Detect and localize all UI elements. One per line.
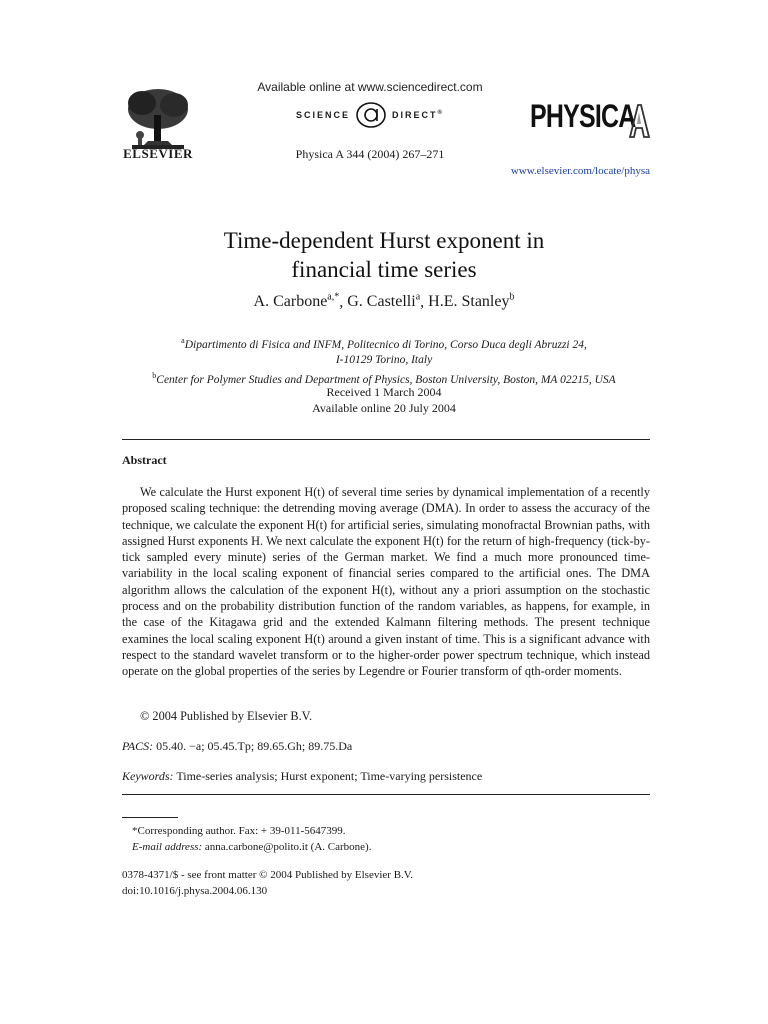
sciencedirect-logo (255, 100, 485, 130)
abstract-body: We calculate the Hurst exponent H(t) of several time series by dynamical implementation of a recently proposed scaling technique: the detrending moving average (DMA). In order to assess the accuracy of the technique, we calculate the exponent H(t) for artificial series, simulating monofractal Brownian paths, with assigned Hurst exponents H. We next calculate the exponent H(t) for the return of high-frequency (tick-by-tick sampled every minute) series of the German market. We find a much more pronounced time-variability in the local scaling exponent of financial series compared to the artificial ones. The DMA algorithm allows the calculation of the exponent H(t), without any a priori assumption on the stochastic process and on the probability distribution function of the random variables, as happens, for example, in the case of the Kitagawa grid and the extended Kalmann filtering methods. The present technique examines the local scaling exponent H(t) around a given instant of time. This is a significant advance with respect to the standard wavelet transform or to the higher-order power spectrum technique, which instead operate on the global properties of the series by Legendre or Fourier transform of qth-order moments. (122, 485, 650, 679)
author-3[interactable]: H.E. Stanley$^b$ (428, 292, 515, 311)
issn-line: 0378-4371/$ - see front matter © 2004 Published by Elsevier B.V. (122, 869, 414, 881)
publisher-name: ELSEVIER (123, 146, 193, 161)
affiliation-b: $^b$Center for Polymer Studies and Department of Physics, Boston University, Boston, MA 02215, USA (152, 370, 616, 386)
corresponding-author-footnote (122, 823, 371, 855)
keywords: Keywords: Time-series analysis; Hurst exponent; Time-varying persistence (122, 769, 483, 783)
available-online-text[interactable]: Available online at www.sciencedirect.com (257, 80, 483, 94)
email-line: E-mail address: anna.carbone@polito.it (A. Carbone). (132, 841, 372, 853)
author-1[interactable]: A. Carbone$^{a,*}$ (253, 292, 340, 311)
abstract-heading: Abstract (122, 453, 167, 467)
pacs-codes: PACS: 05.40. −a; 05.45.Tp; 89.65.Gh; 89.75.Da (122, 739, 353, 753)
front-matter (122, 867, 413, 899)
corresponding-author: *Corresponding author. Fax: + 39-011-5647399. (132, 825, 346, 837)
received-date: Received 1 March 2004 (326, 385, 442, 399)
article-title: Time-dependent Hurst exponent in financial time series (223, 228, 545, 282)
available-date: Available online 20 July 2004 (312, 401, 456, 415)
email-link[interactable]: anna.carbone@polito.it (A. Carbone). (204, 841, 372, 853)
physica-a-letter-icon (628, 104, 650, 138)
bottom-rule (122, 794, 650, 795)
affiliation-a-line2: I-10129 Torino, Italy (335, 353, 433, 366)
journal-url-link[interactable]: www.elsevier.com/locate/physa (510, 165, 650, 177)
article-dates (100, 384, 668, 416)
affiliations (100, 333, 668, 388)
author-list: A. Carbone$^{a,*}$, G. Castelli$^a$, H.E. Stanley$^b$ (253, 292, 515, 311)
affiliation-a: $^a$Dipartimento di Fisica and INFM, Politecnico di Torino, Corso Duca degli Abruzzi 24, (181, 336, 587, 351)
doi-line[interactable]: doi:10.1016/j.physa.2004.06.130 (122, 885, 268, 897)
abstract-copyright: © 2004 Published by Elsevier B.V. (140, 709, 313, 723)
author-2[interactable]: G. Castelli$^a$ (347, 292, 421, 311)
journal-logo-text: PHYSICA (530, 98, 636, 134)
sd-left-word: SCIENCE (296, 110, 351, 120)
sd-right-word: DIRECT® (392, 110, 444, 120)
footnote-rule (122, 817, 178, 818)
top-rule (122, 439, 650, 440)
at-sign-icon (354, 100, 388, 130)
journal-reference: Physica A 344 (2004) 267–271 (295, 147, 445, 161)
